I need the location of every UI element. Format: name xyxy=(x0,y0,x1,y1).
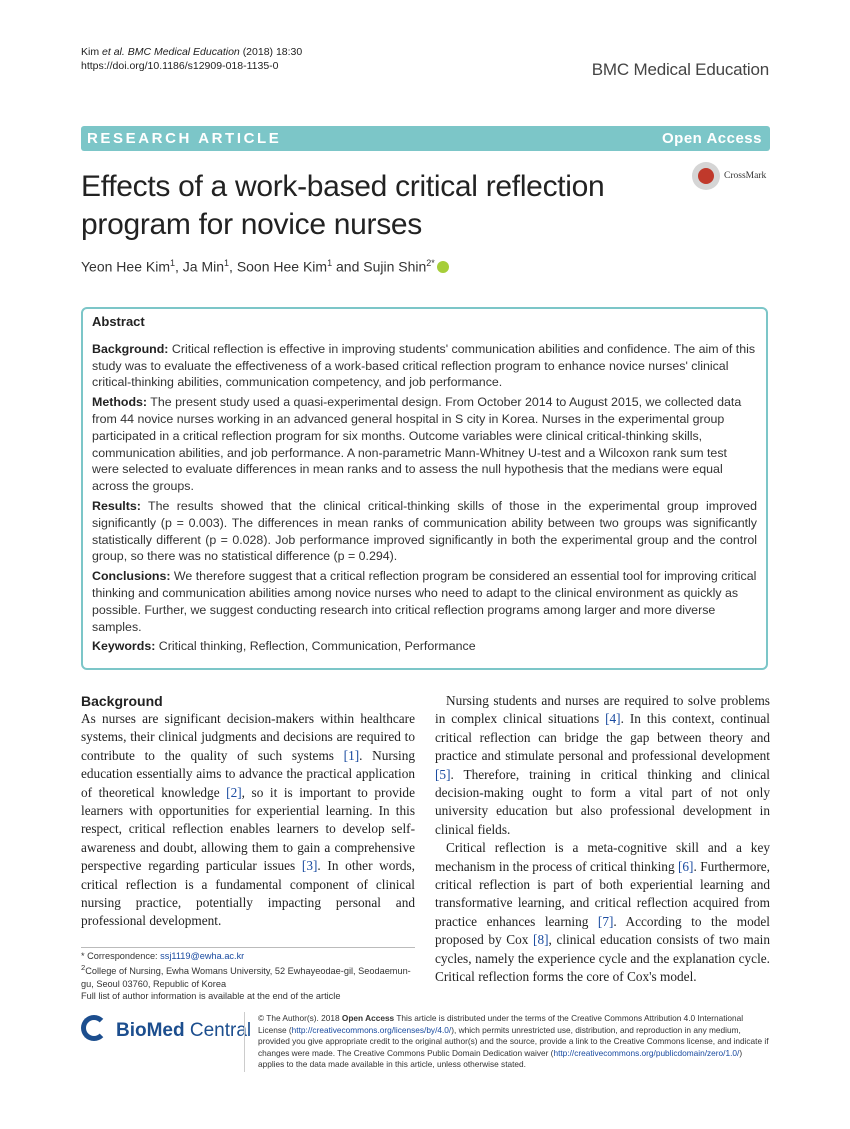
crossmark-label: CrossMark xyxy=(724,171,767,181)
biomed-central-logo: BioMed Central xyxy=(81,1015,241,1047)
citation-ref[interactable]: [8] xyxy=(533,932,549,948)
body-column-left xyxy=(81,692,415,931)
author-affiliation-sup: 1 xyxy=(169,258,175,268)
license-divider xyxy=(244,1012,245,1072)
license-link[interactable]: http://creativecommons.org/licenses/by/4.0/ xyxy=(291,1024,452,1035)
citation-ref[interactable]: [7] xyxy=(597,913,614,929)
abstract-results: Results: The results showed that the clinical critical-thinking skills of those in the experimental group improved significantly (p = 0.003). The differences in mean ranks of communication ability between two groups was significantly statistically different (p = 0.028). Job performance improved significantly in both the experimental group and the control group, so there was no statistical difference (p = 0.294). xyxy=(92,498,757,564)
biomed-ring-icon xyxy=(81,1015,107,1041)
article-type-label: RESEARCH ARTICLE xyxy=(87,130,282,147)
article-type-banner xyxy=(81,126,770,151)
author-affiliation-sup: 1 xyxy=(224,258,230,268)
affiliation-line: $^2$College of Nursing, Ewha Womans University, 52 Ewhayeodae-gil, Seodaemun-gu, Seoul 03760, Republic of Korea xyxy=(81,963,411,989)
citation-authors: Kim xyxy=(81,46,100,58)
citation-ref[interactable]: [1] xyxy=(343,747,360,763)
open-access-label: Open Access xyxy=(662,130,762,147)
citation-etal: et al. xyxy=(102,46,125,58)
orcid-icon[interactable] xyxy=(437,261,449,273)
abstract-conclusions: Conclusions: We therefore suggest that a critical reflection program be considered an essential tool for improving critical thinking and communication abilities among novice nurses who need to adapt to the clinical environment as quickly as possible. Further, we suggest conducting research into critical reflection programs among larger and more diverse samples. xyxy=(92,569,757,634)
author-list: Yeon Hee Kim$^1$, Ja Min$^1$, Soon Hee Kim$^1$ and Sujin Shin$^{2*}$ xyxy=(81,258,449,275)
correspondence-email[interactable]: ssj1119@ewha.ac.kr xyxy=(160,951,245,961)
author-name[interactable]: Sujin Shin xyxy=(363,258,427,275)
journal-name: BMC Medical Education xyxy=(591,60,769,79)
citation-line xyxy=(81,45,302,59)
author-affiliation-sup: 1 xyxy=(327,258,333,268)
citation-ref[interactable]: [3] xyxy=(301,858,318,874)
citation-header xyxy=(81,45,302,73)
citation-ref[interactable]: [5] xyxy=(435,766,451,782)
crossmark-icon xyxy=(692,162,720,190)
body-paragraph: Critical reflection is a meta-cognitive skill and a key mechanism in the process of critical thinking [6]. Furthermore, critical reflection is part of both experiential learning and transformative learning, and critical reflection acquired from practice enhances learning [7]. According to the model proposed by Cox [8], clinical education consists of two main cycles, namely the experience cycle and the explanation cycle. Critical reflection forms the core of Cox's model. xyxy=(435,840,770,985)
license-statement: © The Author(s). 2018 Open Access This article is distributed under the terms of the Creative Commons Attribution 4.0 International License (http://creativecommons.org/licenses/by/4.0/), which permits unrestricted use, distribution, and reproduction in any medium, provided you give appropriate credit to the original author(s) and the source, provide a link to the Creative Commons license, and indicate if changes were made. The Creative Commons Public Domain Dedication waiver (http://creativecommons.org/publicdomain/zero/1.0/) applies to the data made available in this article, unless otherwise stated. xyxy=(258,1013,769,1070)
citation-journal: BMC Medical Education xyxy=(127,46,240,58)
correspondence-line: * Correspondence: ssj1119@ewha.ac.kr xyxy=(81,951,245,961)
section-heading-background: Background xyxy=(81,693,163,709)
author-name[interactable]: Soon Hee Kim xyxy=(236,258,328,275)
citation-year-volume: (2018) 18:30 xyxy=(242,46,303,58)
author-name[interactable]: Ja Min xyxy=(182,258,225,275)
citation-ref[interactable]: [6] xyxy=(677,858,694,874)
full-author-info-note: Full list of author information is available at the end of the article xyxy=(81,991,341,1002)
abstract-background: Background: Critical reflection is effective in improving students' communication abilities and confidence. The aim of this study was to evaluate the effectiveness of a work-based critical reflection program to enhance novice nurses' clinical critical-thinking abilities, communication competency, and job performance. xyxy=(92,341,756,390)
footnote-divider xyxy=(81,947,415,948)
citation-ref[interactable]: [4] xyxy=(605,711,621,727)
body-paragraph: Nursing students and nurses are required to solve problems in complex clinical situations [4]. In this context, continual critical reflection can bridge the gap between theory and practice and stimulate personal and professional development [5]. Therefore, training in critical thinking and clinical decision-making ought to form a vital part of not only university education but also professional development in clinical fields. xyxy=(435,693,770,837)
abstract-methods: Methods: The present study used a quasi-experimental design. From October 2014 to August 2015, we collected data from 44 novice nurses working in an advanced general hospital in S city in Korea. Nurses in the experimental group participated in a critical reflection program for six months. Outcome variables were clinical critical-thinking skills, communication abilities, and job performance. A non-parametric Mann-Whitney U-test and a Wilcoxon rank sum test were selected to evaluate differences in mean ranks and to assess the null hypothesis that the medians were equal across the groups. xyxy=(92,395,742,494)
body-column-right xyxy=(435,692,770,987)
crossmark-badge[interactable] xyxy=(692,162,772,192)
public-domain-link[interactable]: http://creativecommons.org/publicdomain/zero/1.0/ xyxy=(553,1047,740,1058)
doi-link[interactable]: https://doi.org/10.1186/s12909-018-1135-0 xyxy=(81,60,279,72)
footnote xyxy=(81,950,415,1003)
citation-ref[interactable]: [2] xyxy=(226,784,242,800)
abstract-heading: Abstract xyxy=(92,314,145,329)
abstract-box xyxy=(81,307,768,670)
abstract-keywords: Keywords: Critical thinking, Reflection, Communication, Performance xyxy=(92,639,476,654)
author-name[interactable]: Yeon Hee Kim xyxy=(81,258,170,275)
body-paragraph: As nurses are significant decision-makers within healthcare systems, their clinical judgments and decisions are required to contribute to the quality of such systems [1]. Nursing education essentially aims to advance the practical application of theoretical knowledge [2], so it is important to provide learners with opportunities for experiential learning. In this respect, critical reflection enables learners to develop self-awareness and doubt, allowing them to gain a comprehensive perspective regarding particular issues [3]. In other words, critical reflection is a fundamental component of clinical nursing practice, potentially impacting personal and professional development. xyxy=(81,711,415,929)
author-affiliation-sup: 2* xyxy=(426,258,435,268)
article-title: Effects of a work-based critical reflection program for novice nurses xyxy=(81,170,605,241)
